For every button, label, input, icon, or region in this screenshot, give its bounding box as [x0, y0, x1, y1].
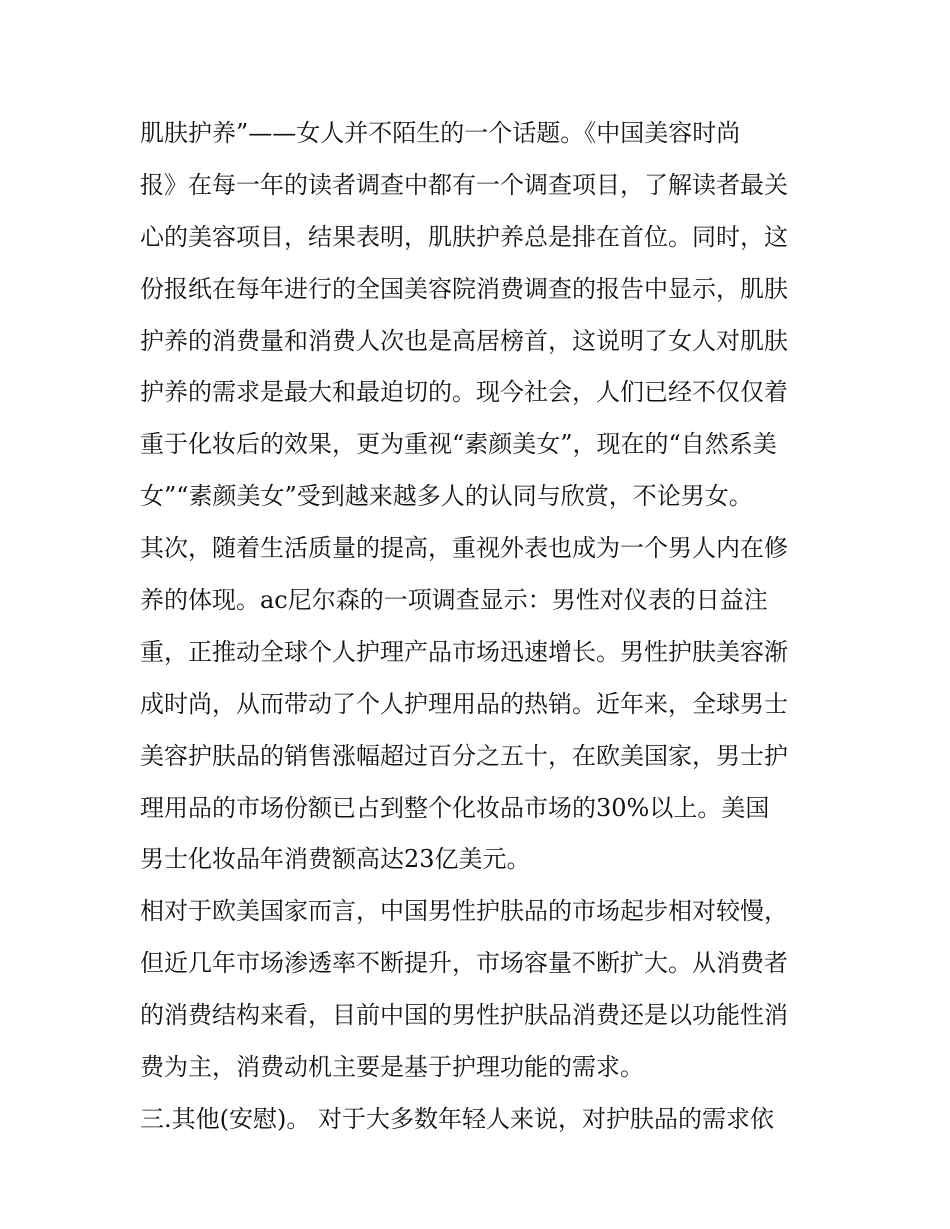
text-line-17: 但近几年市场渗透率不断提升，市场容量不断扩大。从消费者 [140, 949, 788, 978]
text-line-11: 重，正推动全球个人护理产品市场迅速增长。男性护肤美容渐 [140, 637, 788, 666]
text-line-14: 理用品的市场份额已占到整个化妆品市场的30%以上。美国 [140, 793, 770, 822]
text-line-15: 男士化妆品年消费额高达23亿美元。 [140, 845, 531, 874]
text-line-5: 护养的消费量和消费人次也是高居榜首，这说明了女人对肌肤 [140, 326, 788, 355]
text-line-7: 重于化妆后的效果，更为重视“素颜美女”，现在的“自然系美 [140, 430, 777, 459]
text-line-1: 肌肤护养”——女人并不陌生的一个话题。《中国美容时尚 [140, 119, 741, 147]
text-line-6: 护养的需求是最大和最迫切的。现今社会，人们已经不仅仅着 [140, 378, 788, 407]
text-line-8: 女”“素颜美女”受到越来越多人的认同与欣赏，不论男女。 [140, 482, 753, 511]
text-line-9: 其次，随着生活质量的提高，重视外表也成为一个男人内在修 [140, 534, 788, 563]
text-line-3: 心的美容项目，结果表明，肌肤护养总是排在首位。同时，这 [140, 222, 788, 251]
text-line-2: 报》在每一年的读者调查中都有一个调查项目，了解读者最关 [140, 170, 788, 199]
text-line-10: 养的体现。ac尼尔森的一项调查显示：男性对仪表的日益注 [140, 586, 768, 615]
text-line-16: 相对于欧美国家而言，中国男性护肤品的市场起步相对较慢， [140, 897, 788, 926]
text-line-12: 成时尚，从而带动了个人护理用品的热销。近年来，全球男士 [140, 689, 788, 718]
text-line-18: 的消费结构来看，目前中国的男性护肤品消费还是以功能性消 [140, 1001, 788, 1030]
text-line-20: 三.其他(安慰)。 对于大多数年轻人来说，对护肤品的需求依 [140, 1104, 774, 1133]
document-body [140, 108, 820, 1146]
text-line-13: 美容护肤品的销售涨幅超过百分之五十，在欧美国家，男士护 [140, 741, 788, 770]
text-line-19: 费为主，消费动机主要是基于护理功能的需求。 [140, 1053, 644, 1082]
text-line-4: 份报纸在每年进行的全国美容院消费调查的报告中显示，肌肤 [140, 274, 788, 303]
